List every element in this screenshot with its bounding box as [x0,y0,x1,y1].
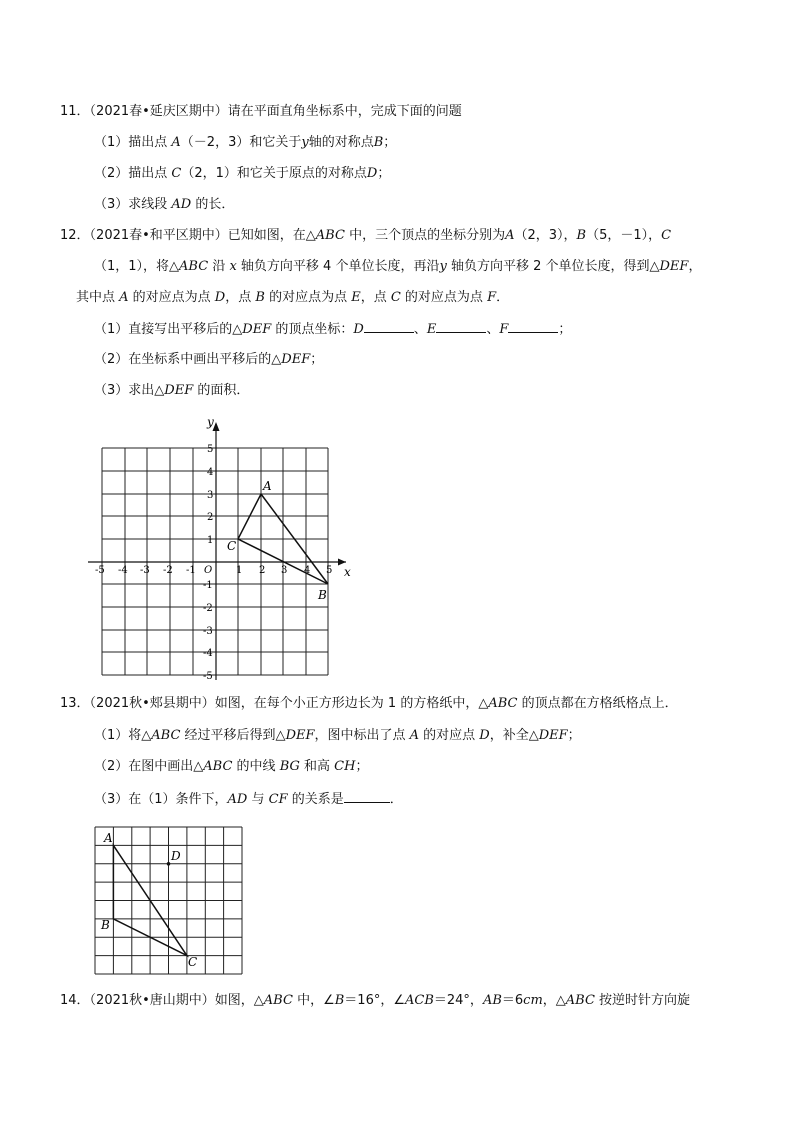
answer-blank[interactable] [364,320,414,333]
origin-label: O [204,565,213,576]
point-d-dot [167,862,171,866]
q12-text-line2: （1，1），将△ABC 沿 x 轴负方向平移 4 个单位长度，再沿y 轴负方向平移 2 个单位长度，得到△DEF， [94,259,702,274]
point-label-c: C [227,539,237,553]
y-axis-label: y [207,415,214,429]
q13-part2: （2）在图中画出△ABC 的中线 BG 和高 CH； [94,759,369,774]
point-label-a: A [263,479,272,493]
x-tick-label: 1 [236,565,243,576]
q13-part1: （1）将△ABC 经过平移后得到△DEF，图中标出了点 A 的对应点 D，补全△DEF； [94,728,581,743]
y-tick-label: 5 [207,444,214,455]
point-label-b: B [318,588,327,602]
answer-blank[interactable] [344,790,390,803]
q11-part1: （1）描出点 A（－2，3）和它关于y轴的对称点B； [94,135,397,150]
x-tick-label: 4 [304,565,311,576]
q11-part3: （3）求线段 AD 的长． [94,197,235,212]
y-tick-label: -5 [203,671,213,680]
q14-heading: 14．（2021秋•唐山期中）如图，△ABC 中，∠B＝16°，∠ACB＝24°，AB＝6cm，△ABC 按逆时针方向旋 [60,993,691,1008]
q12-part2: （2）在坐标系中画出平移后的△DEF； [94,352,324,367]
x-axis-label: x [344,565,351,579]
y-tick-label: 4 [207,467,214,478]
q13-heading: 13．（2021秋•郏县期中）如图，在每个小正方形边长为 1 的方格纸中，△ABC 的顶点都在方格纸格点上． [60,696,678,711]
x-tick-label: -4 [118,565,128,576]
q12-heading: 12．（2021春•和平区期中）已知如图，在△ABC 中，三个顶点的坐标分别为A（2，3），B（5，－1），C [60,228,672,243]
square-grid-figure [88,820,248,980]
point-label-a: A [104,831,113,845]
point-label-b: B [101,918,110,932]
answer-blank[interactable] [436,320,486,333]
y-tick-label: 1 [207,535,214,546]
x-tick-label: 3 [281,565,288,576]
x-tick-label: -1 [186,565,196,576]
x-tick-label: -5 [95,565,105,576]
q12-part3: （3）求出△DEF 的面积． [94,383,250,398]
y-tick-label: -1 [203,580,213,591]
q11-heading: 11．（2021春•延庆区期中）请在平面直角坐标系中，完成下面的问题 [60,104,462,119]
y-tick-label: -2 [203,603,213,614]
y-tick-label: 2 [207,512,214,523]
coordinate-grid-figure [88,410,363,680]
y-tick-label: -4 [203,648,213,659]
x-tick-label: 5 [326,565,333,576]
q13-part3: （3）在（1）条件下，AD 与 CF 的关系是 ． [94,792,403,807]
y-tick-label: -3 [203,626,213,637]
q12-part1: （1）直接写出平移后的△DEF 的顶点坐标：D 、E 、F ； [94,322,572,337]
point-label-c: C [188,955,198,969]
y-tick-label: 3 [207,490,214,501]
point-label-d: D [171,849,181,863]
x-tick-label: -3 [140,565,150,576]
x-tick-label: -2 [163,565,173,576]
answer-blank[interactable] [508,320,558,333]
q12-text-line3: 其中点 A 的对应点为点 D，点 B 的对应点为点 E，点 C 的对应点为点 F． [76,290,510,305]
q11-part2: （2）描出点 C（2，1）和它关于原点的对称点D； [94,166,391,181]
x-tick-label: 2 [259,565,266,576]
